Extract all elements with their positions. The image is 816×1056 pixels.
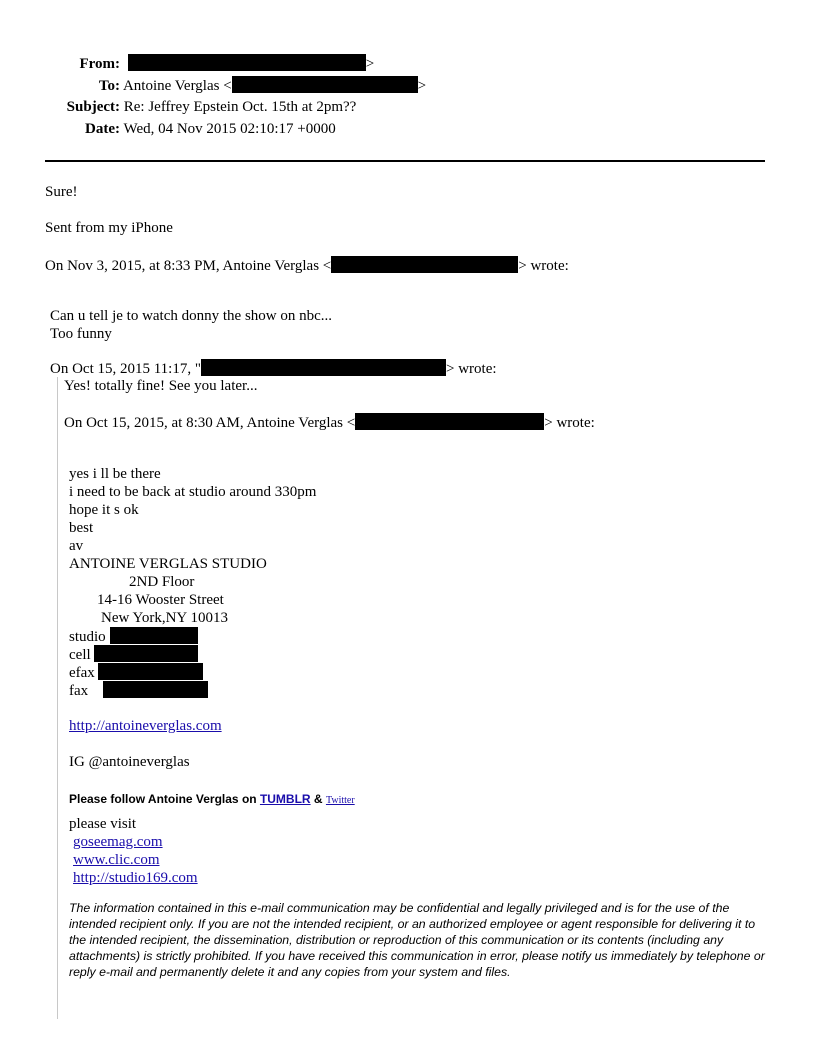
efax-row <box>69 663 203 682</box>
confidentiality-disclaimer: The information contained in this e-mail communication may be confidential and legally privileged and is for the use of the intended recipient only. If you are not the intended recipient, or an authorized employee or agent responsible for delivering it to the intended recipient, the dissemination, distribution or reproduction of this communication or its contents (including any attachments) is strictly prohibited. If you have received this communication in error, please notify us immediately by telephone or reply e-mail and permanently delete it and any copies from your system and files. <box>69 901 765 979</box>
wrote-line-2 <box>50 359 497 378</box>
date-label: Date: <box>85 121 120 137</box>
wrote-prefix: On Oct 15, 2015, at 8:30 AM, Antoine Verglas < <box>64 415 356 431</box>
from-row <box>0 54 374 73</box>
redaction-block <box>355 413 544 430</box>
to-label: To: <box>98 78 120 94</box>
link-row <box>73 851 160 869</box>
studio-name: ANTOINE VERGLAS STUDIO <box>69 556 267 572</box>
signature-text: Sent from my iPhone <box>45 220 173 236</box>
please-visit: please visit <box>69 816 137 832</box>
follow-line <box>69 790 355 810</box>
quote2-line1: Yes! totally fine! See you later... <box>64 378 258 394</box>
fax-label: fax <box>69 683 89 699</box>
redaction-block <box>103 681 208 698</box>
fax-row <box>69 681 208 700</box>
wrote-line-3 <box>64 413 595 432</box>
to-value: Antoine Verglas < <box>122 78 232 94</box>
efax-label: efax <box>69 665 95 681</box>
message-line: hope it s ok <box>69 502 139 518</box>
to-row <box>0 76 426 95</box>
message-line: yes i ll be there <box>69 466 161 482</box>
tumblr-link[interactable]: TUMBLR <box>259 792 311 806</box>
studio-phone-row <box>69 627 198 646</box>
twitter-link[interactable]: Twitter <box>325 795 355 806</box>
header-divider <box>45 160 765 162</box>
wrote-prefix: On Oct 15, 2015 11:17, " <box>50 361 201 377</box>
to-suffix: > <box>417 78 427 94</box>
link-row <box>73 869 198 887</box>
message-line: av <box>69 538 84 554</box>
follow-text: Please follow Antoine Verglas on <box>69 792 260 806</box>
subject-value: Re: Jeffrey Epstein Oct. 15th at 2pm?? <box>123 99 357 115</box>
website-row <box>69 717 222 735</box>
goseemag-link[interactable]: goseemag.com <box>73 834 163 850</box>
studio169-link[interactable]: http://studio169.com <box>73 870 198 886</box>
redaction-block <box>94 645 198 662</box>
from-suffix: > <box>365 56 375 72</box>
studio-label: studio <box>69 629 106 645</box>
quote-bar <box>57 377 58 1019</box>
instagram-handle: IG @antoineverglas <box>69 754 190 770</box>
from-label: From: <box>79 56 120 72</box>
wrote-line-1 <box>45 256 569 275</box>
studio-street: 14-16 Wooster Street <box>97 592 224 608</box>
message-line: best <box>69 520 94 536</box>
clic-link[interactable]: www.clic.com <box>73 852 160 868</box>
studio-floor: 2ND Floor <box>129 574 195 590</box>
wrote-suffix: > wrote: <box>445 361 497 377</box>
wrote-prefix: On Nov 3, 2015, at 8:33 PM, Antoine Verglas < <box>45 258 332 274</box>
wrote-suffix: > wrote: <box>518 258 569 274</box>
redaction-block <box>331 256 518 273</box>
date-row <box>0 120 336 138</box>
ampersand: & <box>310 792 326 806</box>
message-line: i need to be back at studio around 330pm <box>69 484 317 500</box>
redaction-block <box>201 359 446 376</box>
quote1-line1: Can u tell je to watch donny the show on nbc... <box>50 308 333 324</box>
subject-label: Subject: <box>66 99 120 115</box>
redaction-block <box>110 627 198 644</box>
date-value: Wed, 04 Nov 2015 02:10:17 +0000 <box>123 121 336 137</box>
redaction-block <box>128 54 366 71</box>
studio-city: New York,NY 10013 <box>101 610 228 626</box>
cell-label: cell <box>69 647 91 663</box>
cell-phone-row <box>69 645 198 664</box>
redaction-block <box>98 663 203 680</box>
redaction-block <box>232 76 418 93</box>
link-row <box>73 833 163 851</box>
reply-text: Sure! <box>45 184 78 200</box>
website-link[interactable]: http://antoineverglas.com <box>69 718 222 734</box>
subject-row <box>0 98 356 116</box>
quote1-line2: Too funny <box>50 326 112 342</box>
wrote-suffix: > wrote: <box>544 415 595 431</box>
